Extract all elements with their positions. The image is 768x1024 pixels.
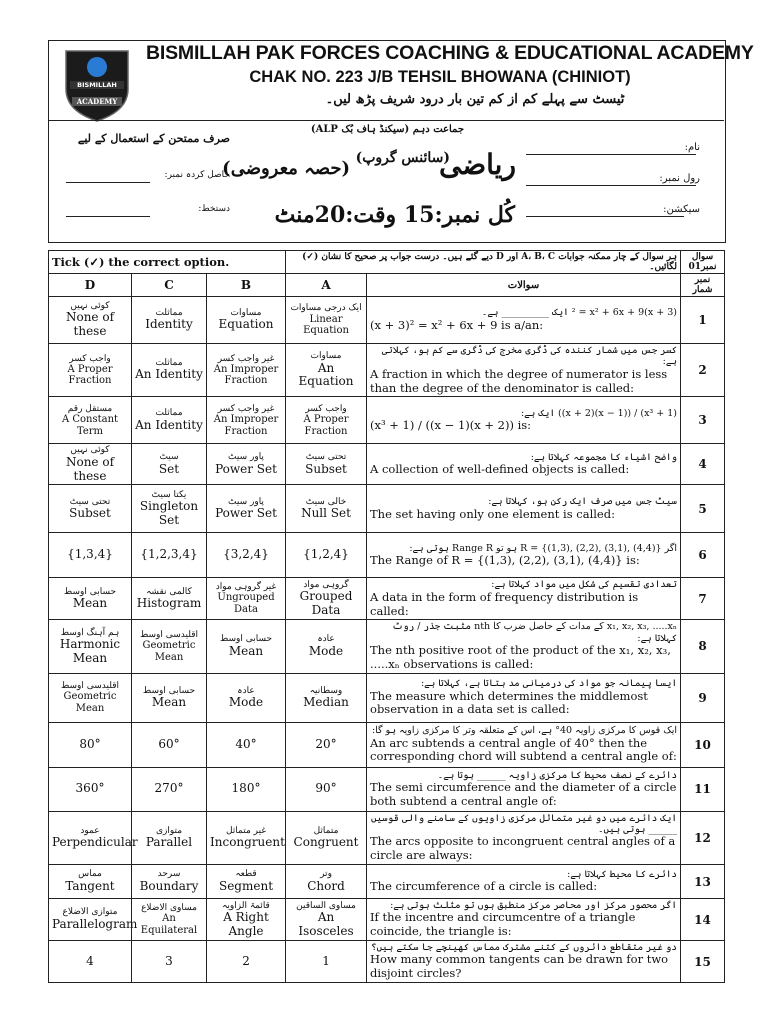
question-english: The semi circumference and the diameter of a circle both subtend a central angle of: [370,780,677,808]
option-d-cell[interactable] [49,811,138,864]
class-label: جماعت دہم (سیکنڈ ہاف بُک ALP) [310,124,464,135]
option-text: Histogram [136,596,202,611]
obtained-label: حاصل کردہ نمبر: [164,170,230,180]
option-text: 20° [315,736,337,751]
question-urdu: اگر R = {(1,3), (2,2), (3,1), (4,4)} ہو تو Range R ہوتی ہے: [409,542,678,554]
option-urdu: پاور سیٹ [228,452,264,463]
option-b-cell[interactable] [207,485,286,533]
question-urdu: دائرے کے نصف محیط کا مرکزی زاویہ ______ ہوتا ہے۔ [437,769,678,781]
question-urdu: اگر محصور مرکز اور محاصر مرکز منطبق ہوں تو مثلث ہوتی ہے: [390,900,678,912]
option-c-cell[interactable] [132,865,207,899]
option-text: {1,2,3,4} [140,547,198,562]
option-text: An Improper Fraction [213,414,279,437]
option-urdu: یکتا سیٹ [151,489,187,500]
option-text: Mean [72,596,108,611]
option-c-cell[interactable] [132,941,207,983]
option-text: An Isosceles [298,909,354,938]
tick-instruction-urdu: ہر سوال کے چار ممکنہ جوابات A، B، C اور D دیے گئے ہیں۔ درست جواب پر صحیح کا نشان (✓) لگائیں۔ [286,251,681,274]
option-urdu: سیٹ [159,452,179,463]
question-urdu: ایک دائرے میں دو غیر متماثل مرکزی زاویوں کے سامنے والی قوسیں ______ ہوتی ہیں۔ [371,812,678,836]
question-number: 12 [681,811,725,864]
question-english: A collection of well-defined objects is called: [370,462,630,477]
option-a-cell[interactable] [286,485,367,533]
option-text: An Equilateral [140,913,198,936]
option-a-cell[interactable] [286,533,367,578]
option-urdu: مساوی الاضلاع [141,902,197,913]
option-text: A Constant Term [61,414,119,437]
option-urdu: اقلیدسی اوسط [60,681,120,691]
option-urdu: غیر متماثل [225,825,267,836]
option-text: Median [303,694,349,709]
option-urdu: مستقل رقم [67,403,113,414]
option-c-cell[interactable] [132,620,207,673]
question-english: The circumference of a circle is called: [370,879,598,894]
option-a-cell[interactable] [286,673,367,722]
option-a-cell[interactable] [286,767,367,811]
option-urdu: مماس [78,869,102,880]
option-urdu: واجب کسر [305,403,347,414]
option-text: Subset [305,461,347,476]
option-text: Set [158,461,180,476]
option-d-cell[interactable] [49,297,132,344]
option-a-cell[interactable] [286,620,367,673]
option-c-cell[interactable] [132,444,207,485]
option-a-cell[interactable] [286,899,367,941]
option-text: Geometric Mean [142,640,196,663]
question-cell [367,344,681,397]
question-cell [367,865,681,899]
option-urdu: گروہی مواد [303,579,349,590]
option-urdu: غیر واجب کسر [217,353,275,364]
question-english: (x³ + 1) / ((x − 1)(x + 2)) is: [370,418,532,433]
table-row [49,485,725,533]
option-urdu: ہم آہنگ اوسط [60,627,120,638]
question-cell [367,767,681,811]
option-text: 60° [158,736,180,751]
option-b-cell[interactable] [207,767,286,811]
option-text: A Right Angle [223,909,269,938]
option-text: Incongruent [210,835,285,850]
option-urdu: مساوات [230,307,262,318]
question-english: The arcs opposite to incongruent central angles of a circle are always: [370,834,676,863]
question-urdu: دو غیر متقاطع دائروں کے کتنے مشترک مماس کھینچے جا سکتے ہیں؟ [371,942,678,954]
mcq-table [48,250,725,983]
option-text: {1,2,4} [303,547,349,562]
option-c-cell[interactable] [132,767,207,811]
option-text: Ungrouped Data [217,592,275,615]
option-c-cell[interactable] [132,485,207,533]
signature-label: دستخط: [198,204,230,214]
option-urdu: مماثلت [155,307,183,318]
option-text: Mean [228,643,264,658]
option-urdu: عادہ [237,685,255,696]
question-cell [367,811,681,864]
question-number: 13 [681,865,725,899]
option-urdu: عادہ [317,634,335,645]
option-a-cell[interactable] [286,297,367,344]
option-urdu: حسابی اوسط [219,634,273,645]
option-urdu: متوازی [155,825,183,836]
option-urdu: قائمۃ الزاویہ [222,900,270,911]
question-english: A data in the form of frequency distribution is called: [370,589,639,618]
option-urdu: پاور سیٹ [228,496,264,507]
question-english: An arc subtends a central angle of 40° then the corresponding chord will subtend a central angle of: [370,735,677,764]
option-urdu: ایک درجی مساوات [290,303,362,314]
logo-text-bottom: ACADEMY [76,97,118,106]
col-header-c: C [132,274,207,297]
option-d-cell[interactable] [49,941,132,983]
option-text: Subset [69,506,111,521]
option-c-cell[interactable] [132,344,207,397]
question-number: 4 [681,444,725,485]
option-b-cell[interactable] [207,673,286,722]
table-row [49,767,725,811]
option-urdu: حسابی اوسط [63,586,117,597]
option-text: Singleton Set [139,499,199,527]
option-b-cell[interactable] [207,811,286,864]
option-a-cell[interactable] [286,344,367,397]
option-b-cell[interactable] [207,533,286,578]
question-urdu: ایک قوس کا مرکزی زاویہ 40° ہے، اس کے متعلقہ وتر کا مرکزی زاویہ ہو گا: [371,725,678,737]
option-text: Power Set [215,461,277,476]
signature-field[interactable] [66,216,150,217]
option-d-cell[interactable] [49,899,138,941]
logo-text-top: BISMILLAH [77,81,117,89]
question-cell [367,941,681,983]
question-cell [367,485,681,533]
tick-instruction-row [49,251,725,274]
column-header-row [49,274,725,297]
question-urdu: (x³ + 1) / ((x − 1)(x + 2)) ایک ہے: [520,407,678,419]
question-cell [367,533,681,578]
question-number: 9 [681,673,725,722]
question-urdu: کسر جس میں شمار کنندہ کی ڈگری مخرج کی ڈگری سے کم ہو، کہلاتی ہے: [381,345,678,368]
option-c-cell[interactable] [132,578,207,620]
option-text: Mode [308,643,344,658]
academy-address: CHAK NO. 223 J/B TEHSIL BHOWANA (CHINIOT) [249,68,631,86]
question-urdu: سیٹ جس میں صرف ایک رکن ہو، کہلاتا ہے: [488,496,678,508]
question-urdu: دائرے کا محیط کہلاتا ہے: [567,868,678,880]
option-d-cell[interactable] [49,578,132,620]
option-d-cell[interactable] [49,865,132,899]
option-urdu: تحتی سیٹ [69,496,111,507]
examiner-note: صرف ممتحن کے استعمال کے لیے [77,132,230,145]
header-divider [48,120,724,121]
option-text: Linear Equation [303,313,349,337]
option-text: Mean [151,694,187,709]
question-english: The set having only one element is called: [370,506,615,521]
question-urdu: ایسا پیمانہ جو مواد کی درمیانی مد بتاتا ہے، کہلاتا ہے: [420,678,678,690]
question-urdu: x₁, x₂, x₃, .....xₙ کے مدات کے حاصل ضرب کا nth مثبت جذر / روٹ کہلاتا ہے: [392,621,678,644]
mcq-body [49,297,725,983]
option-text: Chord [307,878,345,893]
option-a-cell[interactable] [286,811,367,864]
col-header-questions: سوالات [367,274,681,297]
option-urdu: کوئی نہیں [70,445,110,456]
option-text: 2 [242,953,250,968]
option-text: An Identity [135,417,203,432]
option-urdu: کوئی نہیں [70,301,110,312]
option-text: Parallelogram [52,916,138,931]
option-text: Grouped Data [299,589,353,617]
option-text: {1,3,4} [67,547,113,562]
option-a-cell[interactable] [286,941,367,983]
option-urdu: مماثلت [155,408,183,419]
marks-time: کُل نمبر:15 وقت:20منٹ [274,202,515,228]
option-text: Null Set [301,506,351,521]
option-urdu: واجب کسر [69,353,111,364]
option-a-cell[interactable] [286,578,367,620]
question-urdu: تعدادی تقسیم کی شکل میں مواد کہلاتا ہے: [491,579,678,591]
option-d-cell[interactable] [49,485,132,533]
logo-figure-icon [87,57,107,77]
academy-name: BISMILLAH PAK FORCES COACHING & EDUCATIONAL ACADEMY [146,42,754,64]
tick-instruction: Tick (✓) the correct option. [49,251,286,274]
option-urdu: مساوی الساقین [296,900,356,911]
question-number: 11 [681,767,725,811]
option-text: A Proper Fraction [67,363,113,387]
option-urdu: خالی سیٹ [305,496,347,507]
question-number: 8 [681,620,725,673]
option-text: 180° [231,781,261,796]
question-number: 7 [681,578,725,620]
option-a-cell[interactable] [286,865,367,899]
option-urdu: متماثل [313,825,339,836]
section-field[interactable] [526,216,684,217]
question-cell [367,444,681,485]
option-urdu: قطعہ [235,869,257,880]
question-number: 2 [681,344,725,397]
option-d-cell[interactable] [49,673,132,722]
section-label: سیکشن: [663,204,700,215]
part-label: (حصہ معروضی) [222,158,350,179]
option-text: 90° [315,781,337,796]
option-urdu: کالمی نقشہ [146,586,192,597]
question-number: 1 [681,297,725,344]
option-c-cell[interactable] [132,397,207,444]
option-b-cell[interactable] [207,941,286,983]
option-text: Power Set [215,506,277,521]
option-b-cell[interactable] [207,722,286,767]
table-row [49,722,725,767]
option-text: Perpendicular [52,835,138,850]
option-urdu: وتر [320,869,332,880]
table-row [49,620,725,673]
roll-label: رول نمبر: [659,173,700,184]
option-text: Identity [145,317,193,332]
option-b-cell[interactable] [207,444,286,485]
option-text: {3,2,4} [223,547,269,562]
table-row [49,533,725,578]
obtained-field[interactable] [66,182,150,183]
section-number: سوال نمبر01 [681,251,725,274]
option-d-cell[interactable] [49,533,132,578]
group-label: (سائنس گروپ) [355,150,450,166]
option-a-cell[interactable] [286,397,367,444]
option-text: 360° [75,781,105,796]
option-b-cell[interactable] [207,620,286,673]
option-urdu: مساوات [310,351,342,362]
option-text: 40° [235,736,257,751]
option-d-cell[interactable] [49,620,132,673]
question-cell [367,673,681,722]
option-text: Geometric Mean [63,691,117,714]
table-row [49,941,725,983]
option-text: None of these [65,454,115,483]
option-b-cell[interactable] [207,865,286,899]
option-b-cell[interactable] [207,397,286,444]
question-cell [367,578,681,620]
name-label: نام: [684,142,700,153]
col-header-a: A [286,274,367,297]
question-urdu: واضح اشیاء کا مجموعہ کہلاتا ہے: [530,451,678,463]
option-c-cell[interactable] [132,673,207,722]
table-row [49,811,725,864]
option-c-cell[interactable] [132,899,207,941]
option-text: Tangent [65,878,115,893]
option-urdu: سرحد [157,869,181,880]
question-number: 10 [681,722,725,767]
question-cell [367,297,681,344]
option-b-cell[interactable] [207,578,286,620]
header-instruction: ٹیسٹ سے پہلے کم از کم تین بار درود شریف پڑھ لیں۔ [325,92,625,107]
question-cell [367,397,681,444]
option-text: 3 [165,953,173,968]
option-text: 270° [154,781,184,796]
col-header-number: نمبر شمار [681,274,725,297]
name-field[interactable] [526,154,696,155]
question-english: If the incentre and circumcentre of a triangle coincide, the triangle is: [370,910,636,939]
option-text: 80° [79,736,101,751]
option-urdu: اقلیدسی اوسط [139,629,199,640]
question-english: (x + 3)² = x² + 6x + 9 is a/an: [370,317,544,332]
table-row [49,397,725,444]
col-header-d: D [49,274,132,297]
option-urdu: مماثلت [155,358,183,369]
option-a-cell[interactable] [286,444,367,485]
question-cell [367,620,681,673]
table-row [49,865,725,899]
table-row [49,344,725,397]
option-text: Segment [218,878,274,893]
question-english: A fraction in which the degree of numerator is less than the degree of the denominator is called: [370,366,668,395]
option-urdu: وسطانیہ [309,685,343,696]
option-d-cell[interactable] [49,397,132,444]
table-row [49,297,725,344]
table-row [49,444,725,485]
question-english: The nth positive root of the product of the x₁, x₂, x₃, .....xₙ observations is called: [370,643,671,671]
question-cell [367,899,681,941]
option-text: Mode [228,694,264,709]
subject-title: ریاضی [439,148,516,181]
option-c-cell[interactable] [132,297,207,344]
option-text: 4 [86,953,94,968]
question-number: 5 [681,485,725,533]
question-number: 3 [681,397,725,444]
option-text: Congruent [293,835,359,850]
option-d-cell[interactable] [49,444,132,485]
option-urdu: حسابی اوسط [142,685,196,696]
option-text: 1 [322,953,330,968]
question-english: How many common tangents can be drawn for two disjoint circles? [370,952,669,981]
option-b-cell[interactable] [207,344,286,397]
question-cell [367,722,681,767]
option-text: Equation [218,317,274,332]
option-c-cell[interactable] [132,533,207,578]
question-number: 15 [681,941,725,983]
option-b-cell[interactable] [207,297,286,344]
option-urdu: غیر گروہی مواد [215,582,277,593]
option-text: None of these [65,310,115,339]
option-b-cell[interactable] [207,899,286,941]
option-text: An Identity [135,367,203,382]
option-text: Parallel [145,835,193,850]
option-a-cell[interactable] [286,722,367,767]
academy-logo [58,45,136,123]
option-text: Boundary [139,878,199,893]
option-c-cell[interactable] [132,811,207,864]
table-row [49,673,725,722]
option-text: An Equation [298,360,354,389]
question-number: 14 [681,899,725,941]
col-header-b: B [207,274,286,297]
option-urdu: غیر واجب کسر [217,403,275,414]
option-urdu: عمود [80,825,100,836]
option-urdu: متوازی الاضلاع [62,907,118,918]
option-urdu: تحتی سیٹ [305,452,347,463]
option-text: A Proper Fraction [303,414,349,437]
option-text: Harmonic Mean [59,636,121,665]
question-english: The measure which determines the middlemost observation in a data set is called: [370,688,648,717]
option-d-cell[interactable] [49,767,132,811]
table-row [49,578,725,620]
question-urdu: (x + 3)² = x² + 6x + 9 ایک __________ ہے۔ [481,307,678,319]
table-row [49,899,725,941]
question-number: 6 [681,533,725,578]
question-english: The Range of R = {(1,3), (2,2), (3,1), (4,4)} is: [370,553,640,568]
option-text: An Improper Fraction [213,363,279,387]
option-d-cell[interactable] [49,722,132,767]
roll-field[interactable] [526,185,696,186]
option-c-cell[interactable] [132,722,207,767]
option-d-cell[interactable] [49,344,132,397]
